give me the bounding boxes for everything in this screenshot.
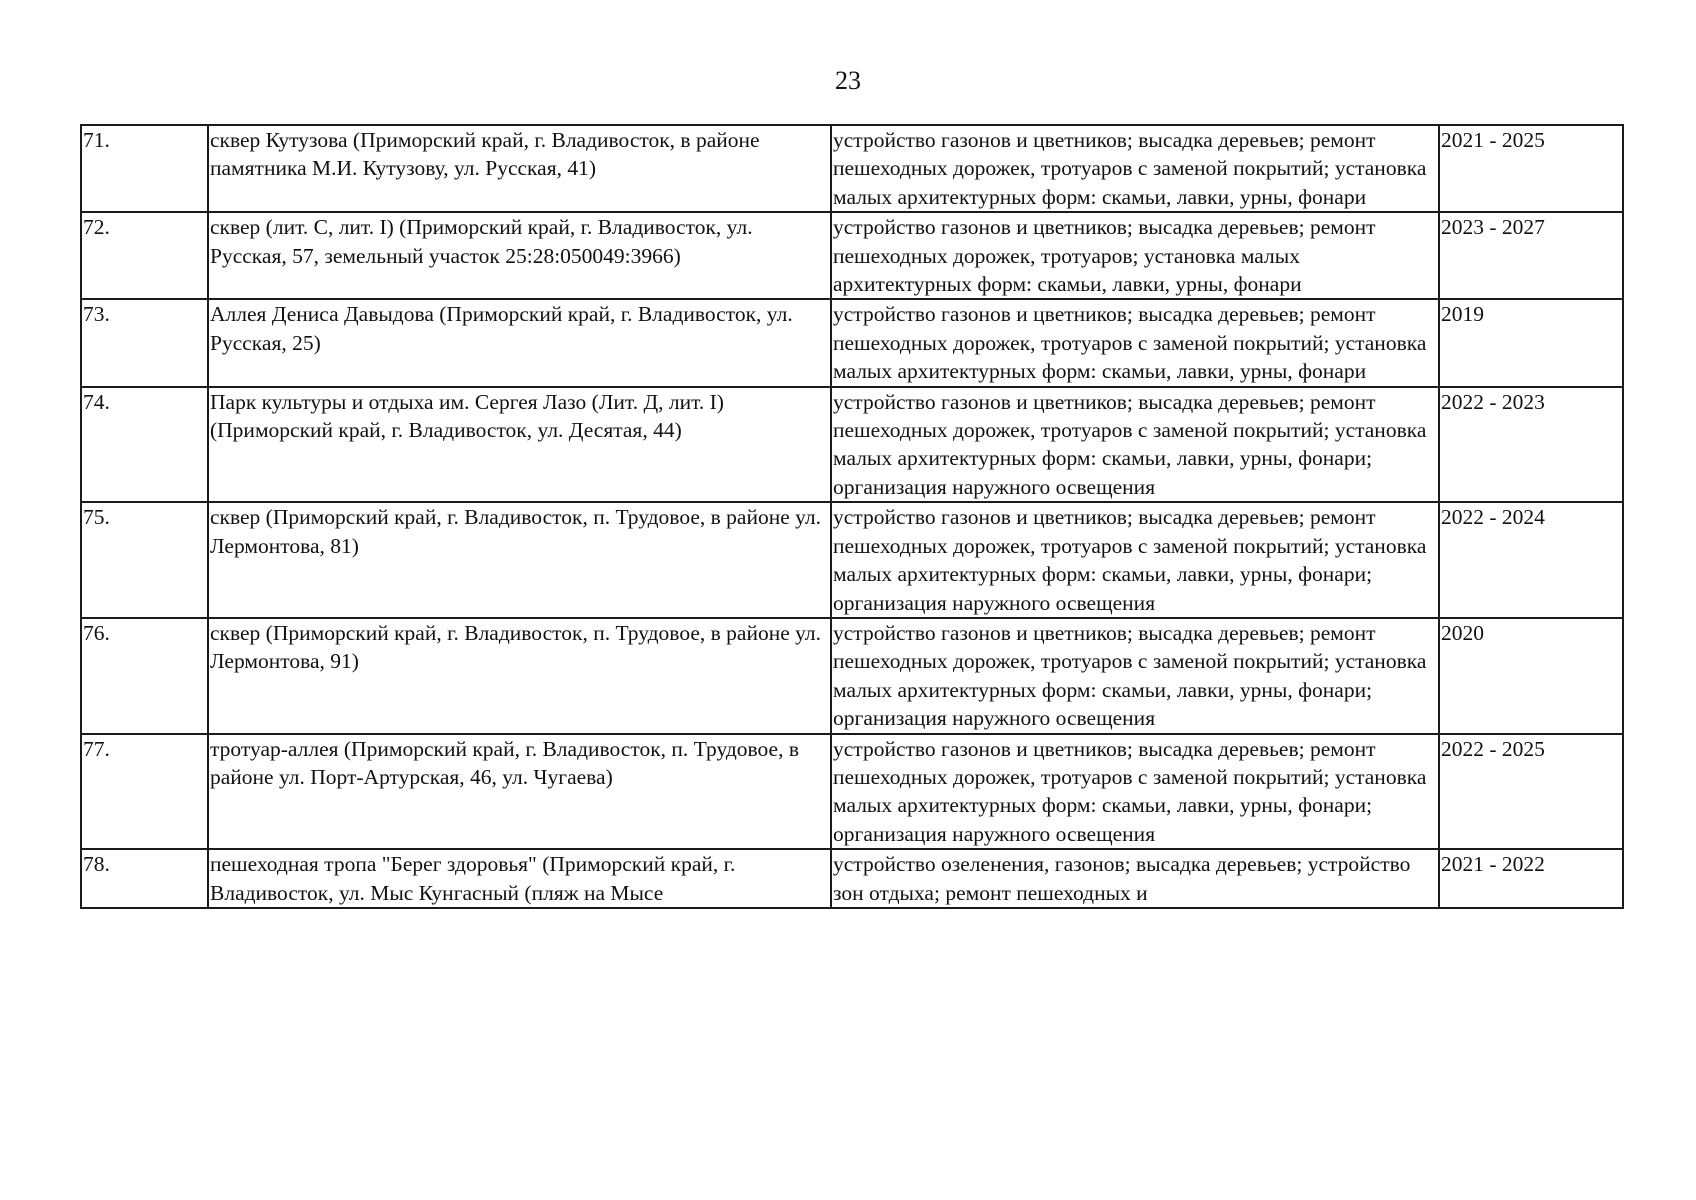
works-description: устройство газонов и цветников; высадка деревьев; ремонт пешеходных дорожек, тротуаров; установка малых архитектурных форм: скамьи, лавки, урны, фонари bbox=[831, 212, 1439, 299]
row-number: 71. bbox=[81, 125, 208, 212]
row-number: 72. bbox=[81, 212, 208, 299]
implementation-years: 2021 - 2022 bbox=[1439, 849, 1623, 908]
table-row bbox=[81, 125, 1623, 212]
works-description: устройство газонов и цветников; высадка деревьев; ремонт пешеходных дорожек, тротуаров с заменой покрытий; установка малых архитектурных форм: скамьи, лавки, урны, фонари bbox=[831, 299, 1439, 386]
table-row bbox=[81, 387, 1623, 503]
implementation-years: 2023 - 2027 bbox=[1439, 212, 1623, 299]
works-description: устройство газонов и цветников; высадка деревьев; ремонт пешеходных дорожек, тротуаров с заменой покрытий; установка малых архитектурных форм: скамьи, лавки, урны, фонари; организация наружного освещения bbox=[831, 502, 1439, 618]
object-name: тротуар-аллея (Приморский край, г. Владивосток, п. Трудовое, в районе ул. Порт-Артурская, 46, ул. Чугаева) bbox=[208, 734, 831, 850]
works-description: устройство газонов и цветников; высадка деревьев; ремонт пешеходных дорожек, тротуаров с заменой покрытий; установка малых архитектурных форм: скамьи, лавки, урны, фонари; организация наружного освещения bbox=[831, 734, 1439, 850]
implementation-years: 2020 bbox=[1439, 618, 1623, 734]
object-name: сквер (Приморский край, г. Владивосток, п. Трудовое, в районе ул. Лермонтова, 91) bbox=[208, 618, 831, 734]
table-row bbox=[81, 618, 1623, 734]
table-row bbox=[81, 299, 1623, 386]
implementation-years: 2022 - 2025 bbox=[1439, 734, 1623, 850]
row-number: 78. bbox=[81, 849, 208, 908]
implementation-years: 2022 - 2023 bbox=[1439, 387, 1623, 503]
object-name: пешеходная тропа "Берег здоровья" (Приморский край, г. Владивосток, ул. Мыс Кунгасный (пляж на Мысе bbox=[208, 849, 831, 908]
row-number: 73. bbox=[81, 299, 208, 386]
object-name: Парк культуры и отдыха им. Сергея Лазо (Лит. Д, лит. I) (Приморский край, г. Владивосток, ул. Десятая, 44) bbox=[208, 387, 831, 503]
implementation-years: 2021 - 2025 bbox=[1439, 125, 1623, 212]
works-description: устройство газонов и цветников; высадка деревьев; ремонт пешеходных дорожек, тротуаров с заменой покрытий; установка малых архитектурных форм: скамьи, лавки, урны, фонари; организация наружного освещения bbox=[831, 387, 1439, 503]
improvement-table bbox=[80, 124, 1624, 909]
table-row bbox=[81, 212, 1623, 299]
row-number: 77. bbox=[81, 734, 208, 850]
table-row bbox=[81, 734, 1623, 850]
implementation-years: 2019 bbox=[1439, 299, 1623, 386]
row-number: 75. bbox=[81, 502, 208, 618]
table-row bbox=[81, 502, 1623, 618]
works-description: устройство озеленения, газонов; высадка деревьев; устройство зон отдыха; ремонт пешеходных и bbox=[831, 849, 1439, 908]
object-name: сквер (Приморский край, г. Владивосток, п. Трудовое, в районе ул. Лермонтова, 81) bbox=[208, 502, 831, 618]
object-name: Аллея Дениса Давыдова (Приморский край, г. Владивосток, ул. Русская, 25) bbox=[208, 299, 831, 386]
implementation-years: 2022 - 2024 bbox=[1439, 502, 1623, 618]
object-name: сквер Кутузова (Приморский край, г. Владивосток, в районе памятника М.И. Кутузову, ул. Русская, 41) bbox=[208, 125, 831, 212]
row-number: 76. bbox=[81, 618, 208, 734]
object-name: сквер (лит. С, лит. I) (Приморский край, г. Владивосток, ул. Русская, 57, земельный участок 25:28:050049:3966) bbox=[208, 212, 831, 299]
row-number: 74. bbox=[81, 387, 208, 503]
works-description: устройство газонов и цветников; высадка деревьев; ремонт пешеходных дорожек, тротуаров с заменой покрытий; установка малых архитектурных форм: скамьи, лавки, урны, фонари bbox=[831, 125, 1439, 212]
table-row bbox=[81, 849, 1623, 908]
works-description: устройство газонов и цветников; высадка деревьев; ремонт пешеходных дорожек, тротуаров с заменой покрытий; установка малых архитектурных форм: скамьи, лавки, урны, фонари; организация наружного освещения bbox=[831, 618, 1439, 734]
page-number: 23 bbox=[835, 66, 861, 95]
